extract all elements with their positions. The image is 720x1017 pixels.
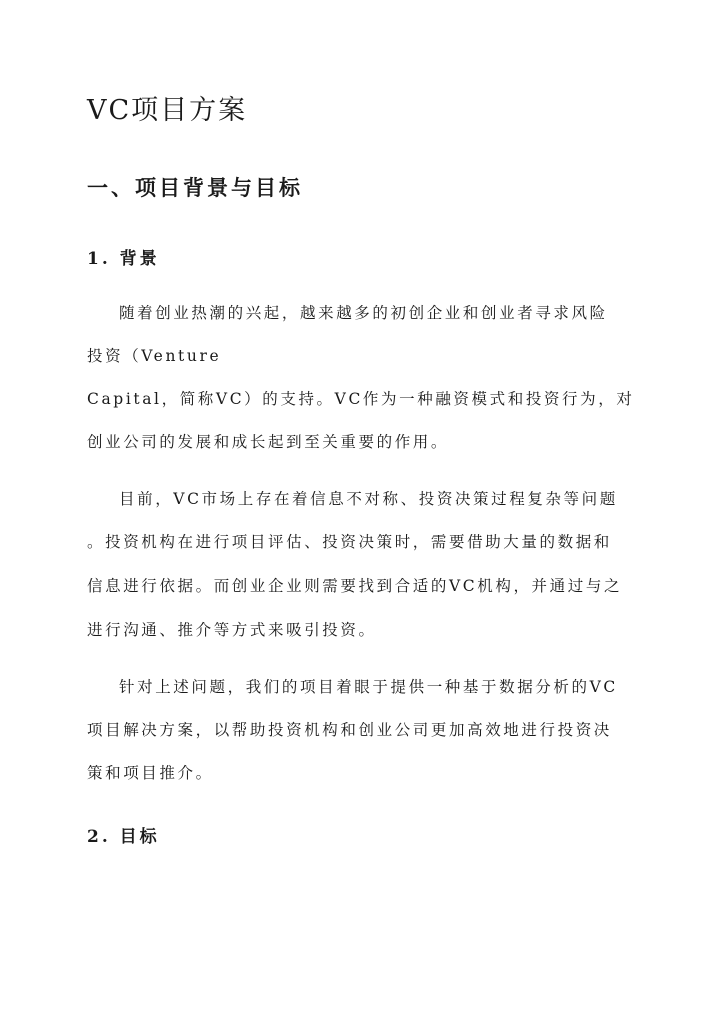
- paragraph-3-line-2: 项目解决方案，以帮助投资机构和创业公司更加高效地进行投资决: [87, 721, 612, 739]
- paragraph-2-line-1: 目前，VC市场上存在着信息不对称、投资决策过程复杂等问题: [119, 490, 618, 508]
- paragraph-2-line-4: 进行沟通、推介等方式来吸引投资。: [87, 621, 377, 639]
- paragraph-3-line-1: 针对上述问题，我们的项目着眼于提供一种基于数据分析的VC: [119, 678, 618, 696]
- subsection-heading-background: 1. 背景: [87, 249, 160, 269]
- paragraph-2-line-3: 信息进行依据。而创业企业则需要找到合适的VC机构，并通过与之: [87, 577, 623, 595]
- paragraph-2-line-2: 。投资机构在进行项目评估、投资决策时，需要借助大量的数据和: [87, 533, 612, 551]
- paragraph-1-line-3: Capital，简称VC）的支持。VC作为一种融资模式和投资行为，对: [87, 390, 635, 408]
- paragraph-1-line-1: 随着创业热潮的兴起，越来越多的初创企业和创业者寻求风险: [119, 304, 608, 322]
- section-heading-background-goals: 一、项目背景与目标: [87, 175, 303, 200]
- document-title: VC项目方案: [87, 95, 248, 126]
- paragraph-1-line-4: 创业公司的发展和成长起到至关重要的作用。: [87, 433, 450, 451]
- paragraph-1-line-2: 投资（Venture: [87, 347, 222, 365]
- subsection-heading-goals: 2. 目标: [87, 827, 160, 847]
- paragraph-3-line-3: 策和项目推介。: [87, 764, 214, 782]
